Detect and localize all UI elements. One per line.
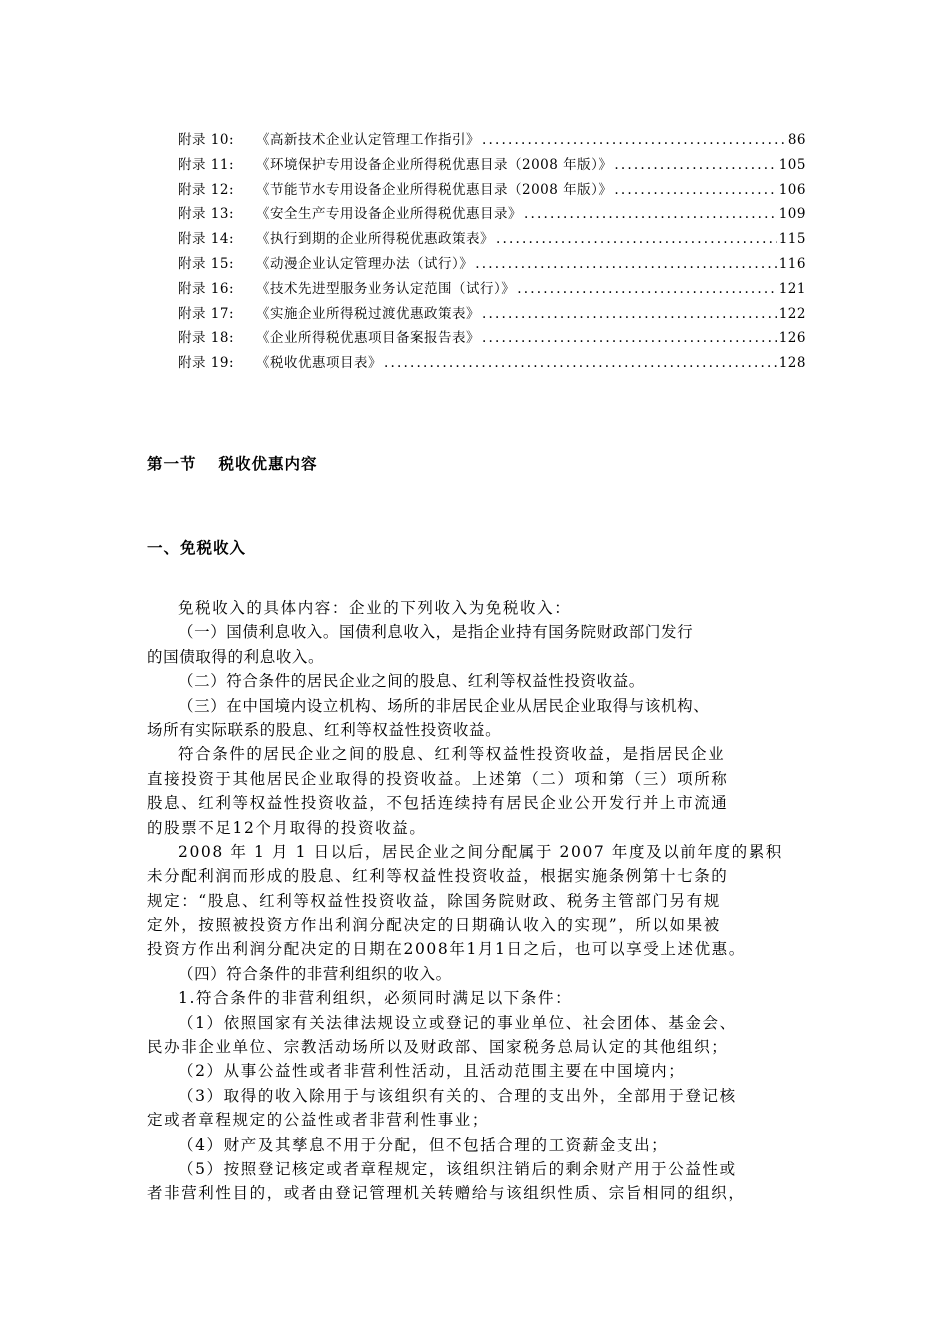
toc-entry[interactable]	[178, 202, 806, 227]
section-number: 第一节	[147, 454, 197, 473]
toc-entry-page: 122	[778, 305, 806, 322]
subsection-heading: 一、免税收入	[147, 538, 247, 557]
toc-entry[interactable]	[178, 178, 806, 203]
toc-entry[interactable]	[178, 351, 806, 376]
toc-entry-page: 115	[778, 231, 806, 248]
toc-entry-label: 附录 14:	[178, 231, 235, 248]
paragraph-line: 者非营利性目的，或者由登记管理机关转赠给与该组织性质、宗旨相同的组织，	[147, 1184, 746, 1203]
paragraph-line: 的国债取得的利息收入。	[147, 647, 325, 666]
toc-entry-label: 附录 11:	[178, 156, 235, 173]
paragraph-line: （4）财产及其孳息不用于分配，但不包括合理的工资薪金支出；	[178, 1135, 669, 1154]
toc-entry-page: 106	[778, 181, 806, 198]
toc-leader-dots	[524, 206, 777, 222]
toc-entry-page: 126	[778, 330, 806, 347]
section-title	[147, 452, 318, 474]
toc-entry[interactable]	[178, 153, 806, 178]
paragraph-line: 定外，按照被投资方作出利润分配决定的日期确认收入的实现”，所以如果被	[147, 916, 721, 935]
paragraph-line: 免税收入的具体内容：企业的下列收入为免税收入：	[178, 599, 572, 617]
toc-entry[interactable]	[178, 227, 806, 252]
body-text	[147, 596, 819, 1206]
paragraph-line: （一）国债利息收入。国债利息收入，是指企业持有国务院财政部门发行	[178, 623, 694, 642]
section-heading: 税收优惠内容	[218, 454, 318, 473]
toc-leader-dots	[475, 256, 776, 272]
paragraph-line: 的股票不足12个月取得的投资收益。	[147, 818, 427, 837]
toc-leader-dots	[517, 281, 776, 297]
toc-entry-page: 105	[778, 156, 806, 173]
toc-entry-label: 附录 18:	[178, 330, 235, 347]
paragraph-line: 规定：“股息、红利等权益性投资收益，除国务院财政、税务主管部门另有规	[147, 891, 721, 910]
toc-entry[interactable]	[178, 326, 806, 351]
toc-entry[interactable]	[178, 252, 806, 277]
toc-entry-title: 《安全生产专用设备企业所得税优惠目录》	[256, 206, 522, 223]
toc-entry-page: 121	[778, 280, 806, 297]
toc-leader-dots	[482, 132, 786, 148]
toc-entry-page: 128	[778, 355, 806, 372]
appendix-toc	[178, 128, 806, 376]
toc-entry[interactable]	[178, 128, 806, 153]
paragraph-line: 1.符合条件的非营利组织，必须同时满足以下条件：	[178, 989, 573, 1008]
paragraph-line: （二）符合条件的居民企业之间的股息、红利等权益性投资收益。	[178, 672, 645, 691]
paragraph-line: 直接投资于其他居民企业取得的投资收益。上述第（二）项和第（三）项所称	[147, 769, 729, 788]
paragraph-line: （3）取得的收入除用于与该组织有关的、合理的支出外，全部用于登记核	[178, 1086, 737, 1105]
toc-entry-title: 《税收优惠项目表》	[256, 355, 382, 372]
paragraph-line: 2008 年 1 月 1 日以后，居民企业之间分配属于 2007 年度及以前年度的累积	[178, 842, 783, 861]
toc-entry-label: 附录 16:	[178, 280, 235, 297]
paragraph-line: 场所有实际联系的股息、红利等权益性投资收益。	[147, 720, 502, 739]
toc-entry-label: 附录 17:	[178, 305, 235, 322]
toc-leader-dots	[496, 231, 777, 247]
paragraph-line: 民办非企业单位、宗教活动场所以及财政部、国家税务总局认定的其他组织；	[147, 1038, 729, 1057]
toc-entry-title: 《实施企业所得税过渡优惠政策表》	[256, 305, 480, 322]
toc-entry-title: 《技术先进型服务业务认定范围（试行）》	[256, 280, 516, 297]
toc-entry-title: 《企业所得税优惠项目备案报告表》	[256, 330, 480, 347]
paragraph-line: 定或者章程规定的公益性或者非营利性事业；	[147, 1111, 490, 1130]
toc-entry-title: 《动漫企业认定管理办法（试行）》	[256, 255, 474, 272]
toc-entry-title: 《节能节水专用设备企业所得税优惠目录（2008 年版）》	[256, 181, 613, 198]
toc-entry-label: 附录 15:	[178, 255, 235, 272]
toc-entry-label: 附录 13:	[178, 206, 235, 223]
toc-leader-dots	[482, 306, 777, 322]
toc-entry-title: 《环境保护专用设备企业所得税优惠目录（2008 年版）》	[256, 156, 613, 173]
toc-entry-page: 109	[778, 206, 806, 223]
paragraph-line: （三）在中国境内设立机构、场所的非居民企业从居民企业取得与该机构、	[178, 696, 710, 715]
toc-entry-label: 附录 19:	[178, 355, 235, 372]
toc-entry-label: 附录 10:	[178, 132, 235, 148]
toc-leader-dots	[614, 182, 776, 198]
toc-entry-page: 116	[778, 255, 806, 272]
paragraph-line: （2）从事公益性或者非营利性活动，且活动范围主要在中国境内；	[178, 1062, 686, 1081]
paragraph-line: 未分配利润而形成的股息、红利等权益性投资收益，根据实施条例第十七条的	[147, 867, 729, 886]
paragraph-line: 符合条件的居民企业之间的股息、红利等权益性投资收益，是指居民企业	[178, 745, 726, 764]
toc-leader-dots	[614, 157, 776, 173]
toc-entry[interactable]	[178, 277, 806, 302]
toc-entry-title: 《高新技术企业认定管理工作指引》	[256, 132, 480, 148]
toc-leader-dots	[482, 330, 777, 346]
toc-entry-title: 《执行到期的企业所得税优惠政策表》	[256, 231, 494, 248]
toc-entry-label: 附录 12:	[178, 181, 235, 198]
toc-entry[interactable]	[178, 302, 806, 327]
paragraph-line: （5）按照登记核定或者章程规定，该组织注销后的剩余财产用于公益性或	[178, 1159, 737, 1178]
toc-leader-dots	[384, 355, 777, 371]
paragraph-line: 投资方作出利润分配决定的日期在2008年1月1日之后，也可以享受上述优惠。	[147, 940, 746, 959]
paragraph-line: （四）符合条件的非营利组织的收入。	[178, 964, 452, 983]
toc-entry-page: 86	[787, 132, 806, 148]
paragraph-line: （1）依照国家有关法律法规设立或登记的事业单位、社会团体、基金会、	[178, 1013, 737, 1032]
paragraph-line: 股息、红利等权益性投资收益，不包括连续持有居民企业公开发行并上市流通	[147, 794, 729, 813]
